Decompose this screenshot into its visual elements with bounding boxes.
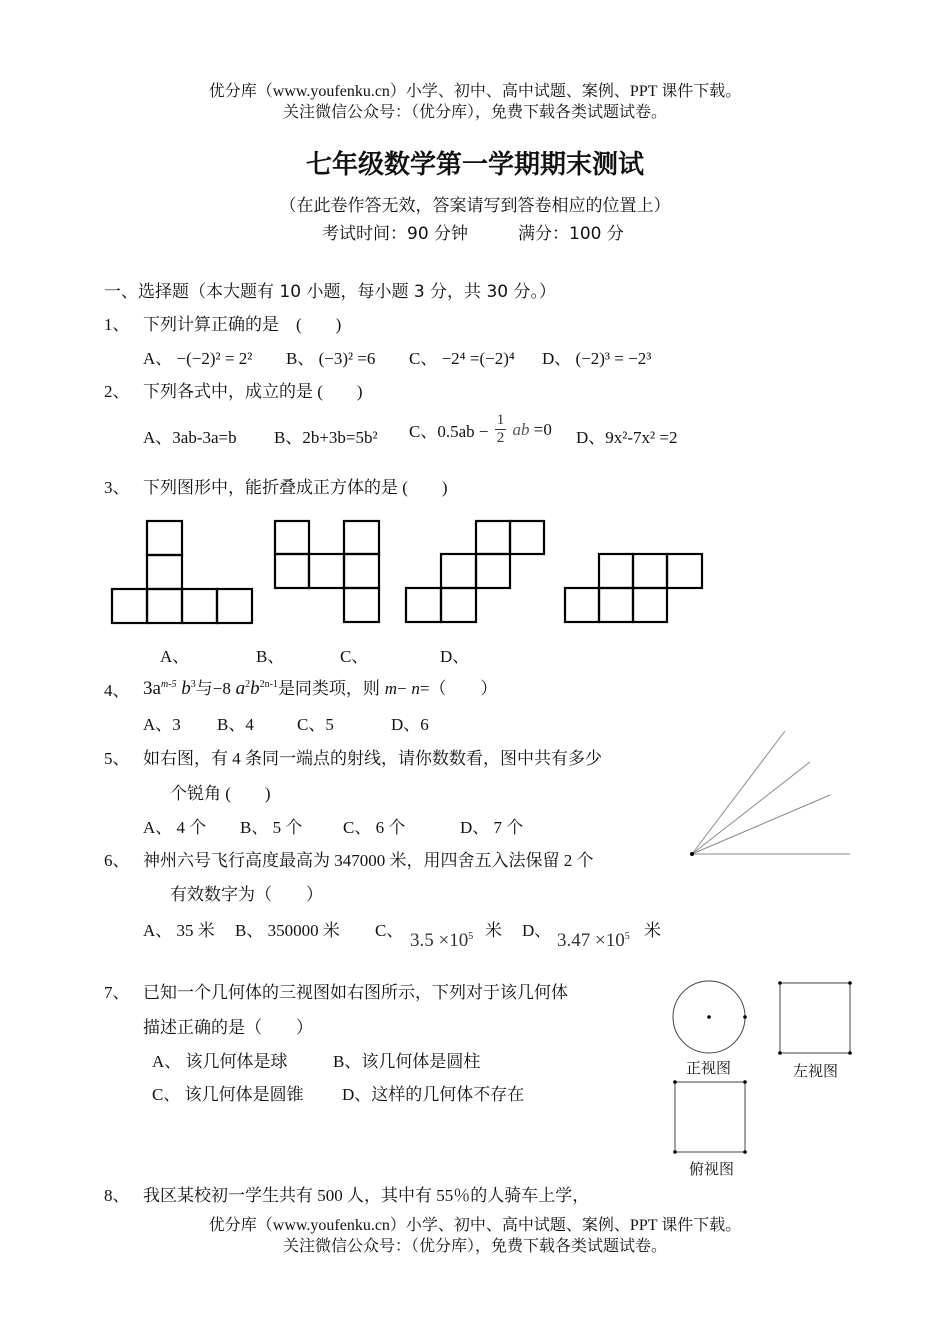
q2-option-d: D、9x²-7x² =2	[576, 428, 678, 447]
q4-option-d: D、6	[391, 715, 429, 734]
q4-tail: =（ ）	[419, 679, 498, 698]
q6-d-exponent: 5	[624, 931, 630, 942]
q5-stem-line-2: 个锐角 ( )	[170, 784, 271, 803]
q1-option-d: D、 (−2)³ = −2³	[542, 349, 652, 368]
q5-option-b: B、 5 个	[240, 818, 303, 837]
q4-exp-1: m-5	[160, 679, 177, 690]
q2-stem: 下列各式中，成立的是 ( )	[143, 382, 363, 401]
q6-stem-line-2: 有效数字为（ ）	[170, 885, 323, 904]
front-view-caption: 正视图	[686, 1061, 732, 1077]
q5-option-d: D、 7 个	[460, 818, 524, 837]
q1-option-b: B、 (−3)² =6	[286, 349, 376, 368]
q4-option-c: C、5	[297, 715, 334, 734]
left-view-caption: 左视图	[793, 1064, 839, 1080]
q4-minus: −	[396, 679, 407, 698]
q8-stem: 我区某校初一学生共有 500 人，其中有 55％的人骑车上学，	[143, 1186, 590, 1205]
q7-option-c: C、 该几何体是圆锥	[152, 1085, 304, 1104]
q2-option-b: B、2b+3b=5b²	[274, 428, 378, 447]
q2-c-variable: ab	[512, 419, 530, 439]
front-view-circle	[673, 981, 747, 1053]
q4-exp-3: 2	[245, 679, 251, 690]
q7-number: 7、	[104, 983, 130, 1002]
q1-number: 1、	[104, 315, 130, 334]
q7-stem-line-2: 描述正确的是（ ）	[143, 1018, 313, 1037]
q8-number: 8、	[104, 1186, 130, 1205]
q3-stem: 下列图形中，能折叠成正方体的是 ( )	[143, 478, 448, 497]
q3-label-d: D、	[440, 647, 470, 666]
q5-option-c: C、 6 个	[343, 818, 406, 837]
fraction-denominator: 2	[496, 430, 505, 446]
q6-option-d-label: D、	[522, 921, 552, 940]
q4-exp-2: 3	[190, 679, 196, 690]
left-view-square	[778, 981, 852, 1055]
q4-var-b2: b	[250, 678, 260, 699]
q1-option-c: C、 −2⁴ =(−2)⁴	[409, 349, 515, 368]
exam-score: 满分：100 分	[518, 224, 624, 244]
q4-exp-4: 2n-1	[259, 679, 278, 690]
q6-option-b: B、 350000 米	[235, 921, 340, 940]
q3-label-c: C、	[340, 647, 369, 666]
exam-note: （在此卷作答无效，答案请写到答卷相应的位置上）	[279, 196, 671, 216]
q4-mid: 与−8	[195, 679, 231, 698]
q6-option-c-unit: 米	[485, 921, 502, 940]
q2-c-prefix: C、0.5ab −	[409, 422, 489, 441]
q4-var-n: n	[411, 679, 420, 698]
header-line-2: 关注微信公众号：（优分库），免费下载各类试题试卷。	[282, 104, 667, 121]
q4-var-m: m	[384, 679, 397, 698]
q1-stem: 下列计算正确的是 ( )	[143, 315, 342, 334]
q4-var-a: a	[235, 678, 246, 699]
fraction-numerator: 1	[496, 412, 505, 428]
q4-var-b: b	[181, 678, 191, 699]
top-view-caption: 俯视图	[689, 1162, 735, 1178]
q4-coef-a: 3a	[143, 678, 161, 699]
q5-option-a: A、 4 个	[143, 818, 207, 837]
q3-label-a: A、	[160, 647, 190, 666]
q4-option-b: B、4	[217, 715, 254, 734]
q6-stem-line-1: 神州六号飞行高度最高为 347000 米，用四舍五入法保留 2 个	[143, 851, 594, 870]
q7-option-d: D、这样的几何体不存在	[342, 1085, 525, 1104]
q4-number: 4、	[104, 681, 130, 700]
exam-time: 考试时间：90 分钟	[322, 224, 469, 244]
q5-number: 5、	[104, 749, 130, 768]
q7-option-a: A、 该几何体是球	[152, 1052, 288, 1071]
section-title: 一、选择题（本大题有 10 小题，每小题 3 分，共 30 分。）	[104, 282, 557, 302]
footer-line-1: 优分库（www.youfenku.cn）小学、初中、高中试题、案例、PPT 课件下载。	[208, 1217, 742, 1234]
page-title: 七年级数学第一学期期末测试	[305, 150, 644, 180]
q7-option-b: B、该几何体是圆柱	[333, 1052, 481, 1071]
header-line-1: 优分库（www.youfenku.cn）小学、初中、高中试题、案例、PPT 课件下载。	[208, 83, 742, 100]
q1-option-a: A、 −(−2)² = 2²	[143, 349, 253, 368]
q2-c-suffix: =0	[533, 419, 552, 439]
q6-c-value-text: 3.5 ×10	[410, 930, 469, 951]
q4-option-a: A、3	[143, 715, 181, 734]
q7-stem-line-1: 已知一个几何体的三视图如右图所示，下列对于该几何体	[143, 983, 568, 1002]
q4-stem-post: 是同类项，则	[277, 679, 380, 698]
top-view-square	[673, 1080, 747, 1154]
q6-c-exponent: 5	[468, 931, 474, 942]
q6-d-value-text: 3.47 ×10	[557, 930, 625, 951]
q6-option-d-unit: 米	[644, 921, 661, 940]
q2-option-a: A、3ab-3a=b	[143, 428, 237, 447]
footer-line-2: 关注微信公众号：（优分库），免费下载各类试题试卷。	[282, 1238, 667, 1255]
q6-option-c-label: C、	[375, 921, 404, 940]
q6-number: 6、	[104, 851, 130, 870]
q3-number: 3、	[104, 478, 130, 497]
q6-option-a: A、 35 米	[143, 921, 215, 940]
q5-stem-line-1: 如右图，有 4 条同一端点的射线，请你数数看，图中共有多少	[143, 749, 602, 768]
q3-label-b: B、	[256, 647, 285, 666]
q2-number: 2、	[104, 382, 130, 401]
